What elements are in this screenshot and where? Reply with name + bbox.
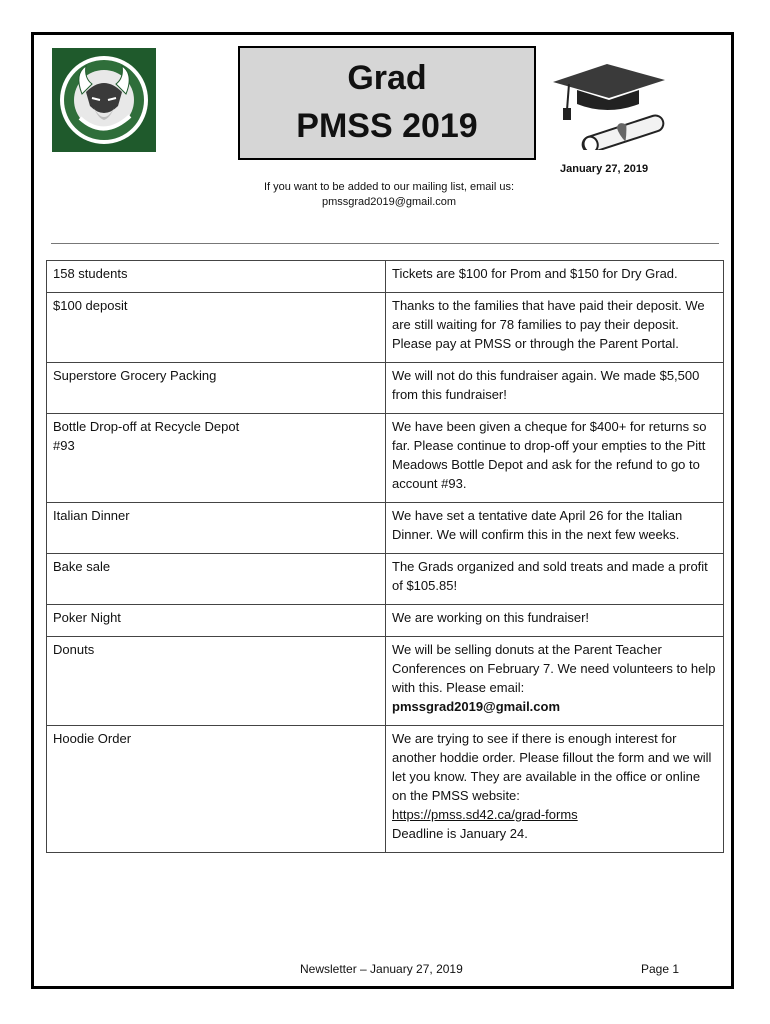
item-cell (47, 637, 386, 726)
item-label: Hoodie Order (53, 731, 132, 746)
table-row (47, 726, 724, 853)
item-label: Bottle Drop-off at Recycle Depot (53, 419, 240, 434)
table-row (47, 414, 724, 503)
details-cell (386, 726, 724, 853)
deadline-text: Deadline is January 24. (392, 826, 528, 841)
details-cell (386, 605, 724, 637)
table-row (47, 363, 724, 414)
grad-forms-link[interactable]: https://pmss.sd42.ca/grad-forms (392, 807, 578, 822)
details-cell (386, 637, 724, 726)
details-cell (386, 554, 724, 605)
item-label: #93 (53, 438, 75, 453)
details-cell (386, 261, 724, 293)
item-label: Superstore Grocery Packing (53, 368, 217, 383)
details-text: We have been given a cheque for $400+ for returns so far. Please continue to drop-off your empties to the Pitt Meadows Bottle Depot and ask for the refund to go to account #93. (392, 419, 707, 491)
title-line-1: Grad (347, 59, 427, 97)
item-label: $100 deposit (53, 298, 128, 313)
item-cell (47, 261, 386, 293)
details-text: Thanks to the families that have paid their deposit. We are still waiting for 78 families to pay their deposit. Please pay at PMSS or through the Parent Portal. (392, 298, 705, 351)
table-row (47, 554, 724, 605)
item-label: Bake sale (53, 559, 111, 574)
item-cell (47, 363, 386, 414)
item-label: Poker Night (53, 610, 121, 625)
item-cell (47, 605, 386, 637)
details-text: We are trying to see if there is enough interest for another hoddie order. Please fillout the form and we will let you know. They are available in the office or online on the PMSS website: (392, 731, 712, 803)
details-text: We are working on this fundraiser! (392, 610, 590, 625)
item-cell (47, 293, 386, 363)
title-line-2: PMSS 2019 (296, 107, 478, 145)
item-cell (47, 503, 386, 554)
mailing-note-text: If you want to be added to our mailing list, email us: (263, 181, 515, 193)
item-cell (47, 414, 386, 503)
table-row (47, 261, 724, 293)
header-divider (51, 243, 719, 244)
details-text: We will not do this fundraiser again. We made $5,500 from this fundraiser! (392, 368, 700, 402)
fundraiser-table (46, 260, 724, 853)
item-label: Italian Dinner (53, 508, 130, 523)
title-box (238, 46, 536, 160)
newsletter-date: January 27, 2019 (560, 163, 649, 175)
contact-email: pmssgrad2019@gmail.com (392, 699, 561, 714)
details-text: Tickets are $100 for Prom and $150 for Dry Grad. (392, 266, 678, 281)
item-cell (47, 726, 386, 853)
item-label: Donuts (53, 642, 95, 657)
mailing-list-note (230, 180, 548, 210)
details-cell (386, 293, 724, 363)
item-cell (47, 554, 386, 605)
viking-logo-icon (52, 48, 156, 152)
graduation-cap-diploma-icon (543, 58, 673, 150)
mailing-email: pmssgrad2019@gmail.com (321, 196, 457, 208)
table-row (47, 637, 724, 726)
item-label: 158 students (53, 266, 128, 281)
details-text: We will be selling donuts at the Parent Teacher Conferences on February 7. We need volunteers to help with this. Please email: (392, 642, 716, 695)
table-row (47, 605, 724, 637)
details-text: The Grads organized and sold treats and made a profit of $105.85! (392, 559, 708, 593)
details-text: We have set a tentative date April 26 for the Italian Dinner. We will confirm this in the next few weeks. (392, 508, 683, 542)
table-row (47, 503, 724, 554)
details-cell (386, 363, 724, 414)
footer-newsletter: Newsletter – January 27, 2019 (300, 962, 463, 976)
details-cell (386, 414, 724, 503)
footer-page-number: Page 1 (641, 962, 680, 976)
details-cell (386, 503, 724, 554)
table-row (47, 293, 724, 363)
